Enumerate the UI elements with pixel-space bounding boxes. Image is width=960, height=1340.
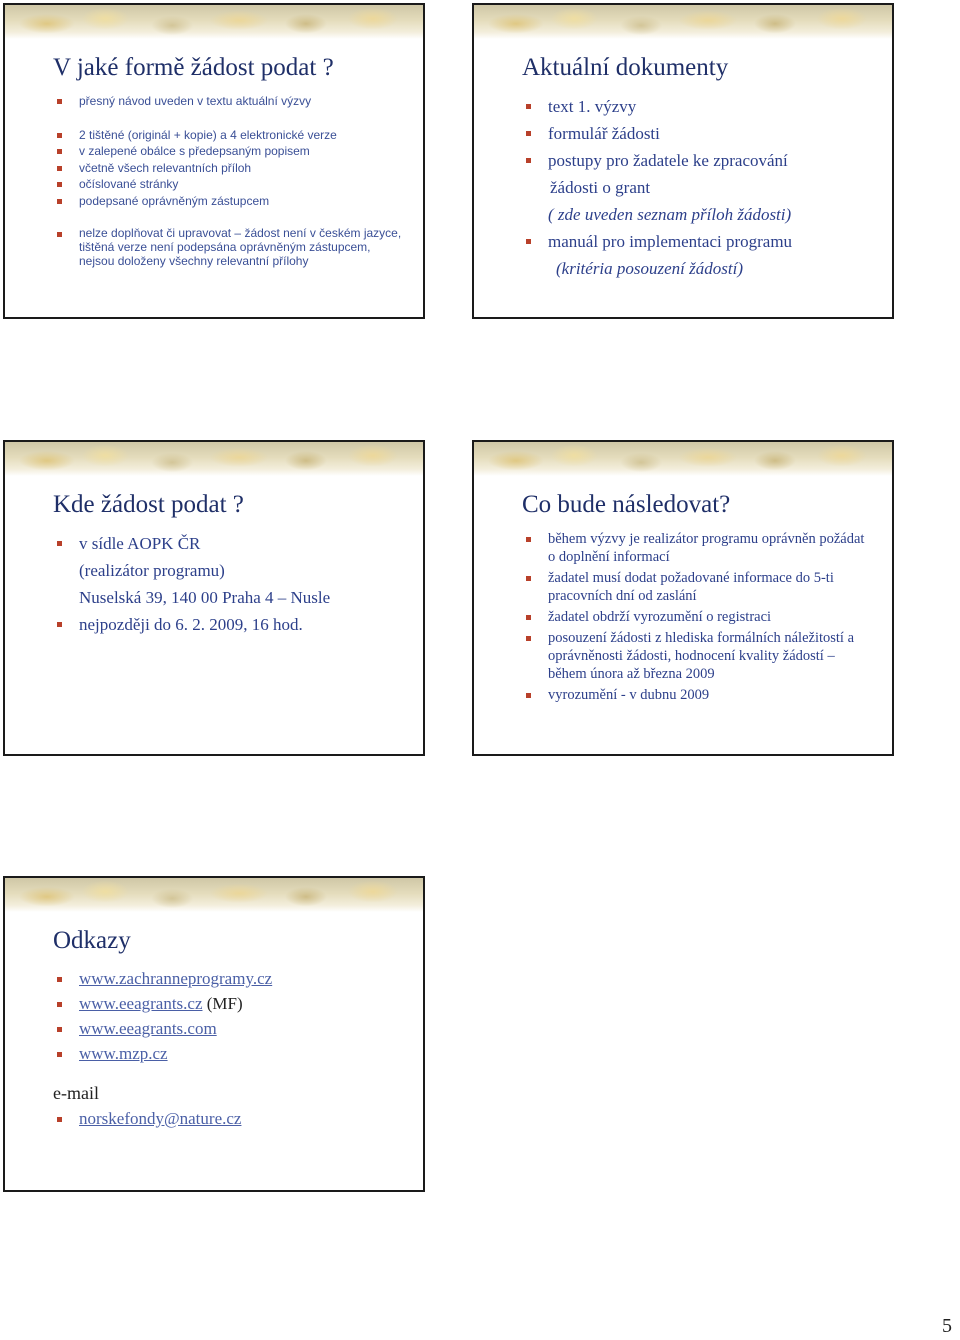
list-item-note: (kritéria posouzení žádostí) xyxy=(556,259,743,278)
slide-title: V jaké formě žádost podat ? xyxy=(53,54,334,81)
list-item: text 1. výzvy xyxy=(526,93,874,120)
slide-title: Aktuální dokumenty xyxy=(522,54,729,81)
link-item xyxy=(57,966,405,991)
list-item: posouzení žádosti z hlediska formálních náležitostí a oprávněnosti žádosti, hodnocení kvality žádostí – během února až března 2009 xyxy=(526,629,874,683)
decorative-banner xyxy=(5,878,423,912)
list-item: očíslované stránky xyxy=(57,176,405,193)
decorative-banner xyxy=(474,442,892,476)
list-item: podepsané oprávněným zástupcem xyxy=(57,193,405,210)
decorative-banner xyxy=(5,5,423,39)
link-zachranneprogramy[interactable]: www.zachranneprogramy.cz xyxy=(79,969,273,988)
list-item-continuation: žádosti o grant xyxy=(550,178,651,197)
slide-links xyxy=(3,876,425,1192)
email-link[interactable]: norskefondy@nature.cz xyxy=(79,1109,242,1128)
list-item-note: ( zde uveden seznam příloh žádosti) xyxy=(548,205,792,224)
list-item: 2 tištěné (originál + kopie) a 4 elektronické verze xyxy=(57,127,405,144)
slide-title: Kde žádost podat ? xyxy=(53,491,244,518)
slide-where-to-submit xyxy=(3,440,425,756)
list-item: během výzvy je realizátor programu oprávněn požádat o doplnění informací xyxy=(526,530,874,566)
list-item: nejpozději do 6. 2. 2009, 16 hod. xyxy=(57,611,405,638)
link-item xyxy=(57,991,405,1016)
list-item: žadatel musí dodat požadované informace do 5-ti pracovních dní od zaslání xyxy=(526,569,874,605)
list-item: přesný návod uveden v textu aktuální výzvy xyxy=(57,93,405,110)
list-item: postupy pro žadatele ke zpracování xyxy=(526,147,874,174)
decorative-banner xyxy=(5,442,423,476)
list-item: manuál pro implementaci programu xyxy=(526,228,874,255)
decorative-banner xyxy=(474,5,892,39)
list-item: vyrozumění - v dubnu 2009 xyxy=(526,686,874,704)
slide-title: Odkazy xyxy=(53,927,131,954)
slide-what-follows xyxy=(472,440,894,756)
slide-title: Co bude následovat? xyxy=(522,491,731,518)
list-item: žadatel obdrží vyrozumění o registraci xyxy=(526,608,874,626)
list-item-continuation: Nuselská 39, 140 00 Praha 4 – Nusle xyxy=(79,588,331,607)
page-number: 5 xyxy=(942,1315,952,1337)
email-label: e-mail xyxy=(53,1083,99,1103)
link-item xyxy=(57,1016,405,1041)
link-eeagrants-com[interactable]: www.eeagrants.com xyxy=(79,1019,217,1038)
list-item: v sídle AOPK ČR xyxy=(57,530,405,557)
list-item: včetně všech relevantních příloh xyxy=(57,160,405,177)
email-item xyxy=(57,1106,405,1131)
link-eeagrants-cz[interactable]: www.eeagrants.cz xyxy=(79,994,203,1013)
link-note: (MF) xyxy=(206,994,243,1013)
list-item-continuation: (realizátor programu) xyxy=(79,561,225,580)
slide-form-of-application xyxy=(3,3,425,319)
list-item: nelze doplňovat či upravovat – žádost není v českém jazyce, tištěná verze není podepsána oprávněným zástupcem, nejsou doloženy všechny relevantní přílohy xyxy=(57,226,405,268)
slide-current-documents xyxy=(472,3,894,319)
link-item xyxy=(57,1041,405,1066)
list-item: v zalepené obálce s předepsaným popisem xyxy=(57,143,405,160)
list-item: formulář žádosti xyxy=(526,120,874,147)
link-mzp[interactable]: www.mzp.cz xyxy=(79,1044,168,1063)
